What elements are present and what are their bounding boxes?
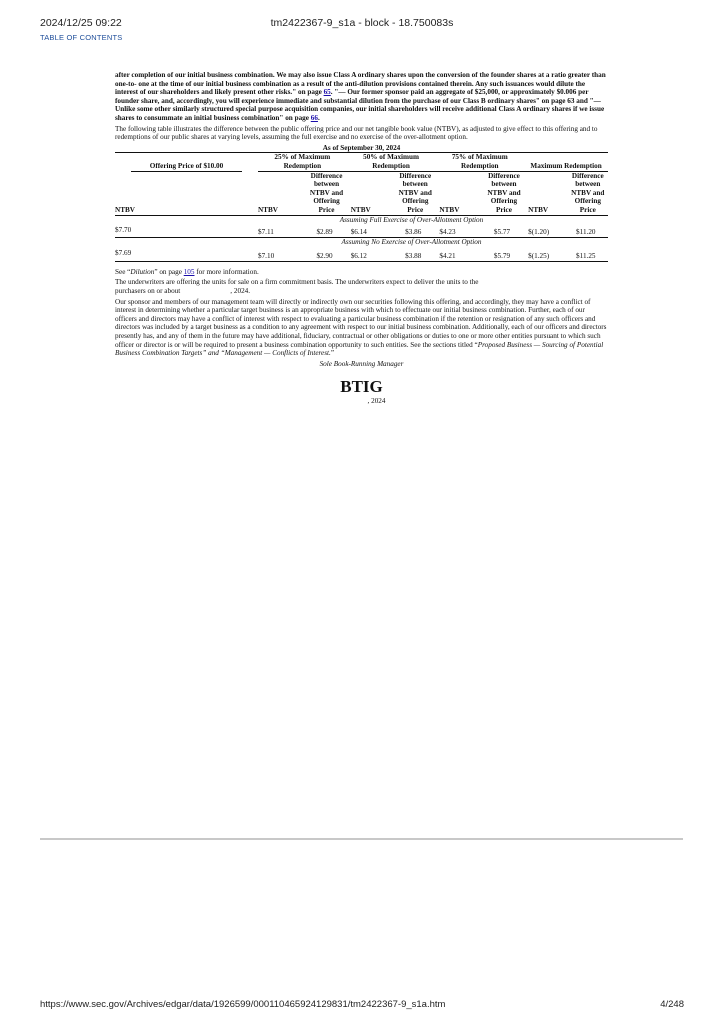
section-no-exercise: Assuming No Exercise of Over-Allotment Option [341,237,482,246]
conflict-paragraph [115,298,608,358]
table-row-no-exercise [115,246,608,261]
col-diff-25: Difference between NTBV and Offering Price [302,172,346,215]
see-suffix: for more information. [194,267,259,276]
cell: $7.70 [115,226,132,235]
conflict-italic: Proposed Business — Sourcing of Potential Business Combination Targets” and “Management — Conflicts of Interest. [115,340,604,358]
see-mid: ” on page [154,267,184,276]
section-full-exercise: Assuming Full Exercise of Over-Allotment Option [339,215,484,224]
cell: $5.79 [493,252,511,261]
cell: $(1.20) [528,228,550,237]
underwriters-line-2b: , 2024. [230,287,251,296]
underwriters-line-1: The underwriters are offering the units for sale on a firm commitment basis. The underwriters expect to deliver the units to the [115,278,479,287]
page-105-link[interactable]: 105 [183,267,195,276]
document-body [115,71,608,406]
cell: $7.11 [257,228,274,237]
col-ntbv-75: NTBV [435,172,479,215]
cell: $2.89 [316,228,333,237]
col-diff-75: Difference between NTBV and Offering Price [480,172,524,215]
see-prefix: See “ [115,267,131,276]
group-header-offering: Offering Price of $10.00 [115,153,258,172]
cell: $3.86 [405,228,422,237]
col-ntbv-max: NTBV [524,172,563,215]
cell: $7.69 [115,249,132,258]
page-65-link[interactable]: 65 [323,88,331,97]
print-datetime: 2024/12/25 09:22 [40,17,122,29]
col-diff-50: Difference between NTBV and Offering Price [391,172,435,215]
footer-page-number: 4/248 [660,999,684,1010]
btig-logo: BTIG [340,377,383,397]
as-of-date: As of September 30, 2024 [322,143,401,152]
cell: $(1.25) [528,252,550,261]
cell: $5.77 [493,228,511,237]
risk-text-1: after completion of our initial business combination. We may also issue Class A ordinary shares upon the conversion of the founder shares at a ratio greater than one-to- one at the time of our initial business combination as a result of the anti-dilution provisions contained therein. Any such issuances would dilute the interest of our shareholders and likely present other risks." on page [115,71,606,97]
risk-text-2: . "— Our former sponsor paid an aggregate of $25,000, or approximately $0.006 per founder share, and, accordingly, you will experience immediate and substantial dilution from the purchase of our Class B ordinary shares" on page 63 and "— Unlike some other similarly structured special purpose acquisition companies, our initial shareholders will receive additional Class A ordinary shares if we issue shares to consummate an initial business combination" on page [115,88,605,122]
table-intro: The following table illustrates the difference between the public offering price and our net tangible book value (NTBV), as adjusted to give effect to this offering and to redemptions of our public shares at varying levels, assuming the full exercise and no exercise of the over-allotment option. [115,124,598,142]
table-of-contents-link[interactable]: TABLE OF CONTENTS [40,33,123,42]
col-ntbv-offering: NTBV [115,172,258,215]
page-divider [40,838,683,840]
cell: $6.14 [350,228,367,237]
table-row-full-exercise [115,224,608,237]
cell: $4.23 [439,228,456,237]
see-italic: Dilution [130,267,155,276]
cell: $4.21 [439,252,456,261]
cell: $7.10 [257,252,275,261]
group-header-50: 50% of Maximum Redemption [347,153,436,172]
conflict-end: ” [330,349,335,358]
print-title: tm2422367-9_s1a - block - 18.750083s [270,17,454,29]
underwriters-paragraph [115,278,608,295]
risk-text-3: . [317,113,320,122]
col-ntbv-50: NTBV [347,172,391,215]
dilution-see-line [115,268,608,277]
col-ntbv-25: NTBV [258,172,302,215]
dilution-table [115,144,608,262]
cell: $2.90 [316,252,333,261]
cell: $6.12 [350,252,367,261]
col-diff-max: Difference between NTBV and Offering Price [564,172,608,215]
sole-manager-label: Sole Book-Running Manager [319,359,404,368]
footer-url: https://www.sec.gov/Archives/edgar/data/1926599/000110465924129831/tm2422367-9_s1a.htm [40,999,446,1010]
group-header-25: 25% of Maximum Redemption [258,153,347,172]
conflict-text: Our sponsor and members of our management team will directly or indirectly own our securities following this offering, and accordingly, they may have a conflict of interest in determining whether a particular target business is an appropriate business with which to effectuate our initial business combination. Further, each of our officers and directors may have a conflict of interest with respect to evaluating a particular business combination if the retention or resignation of any such officers and directors was included by a target business as a condition to any agreement with respect to our initial business combination. Additionally, each of our officers and directors presently has, and any of them in the future may have additional, fiduciary, contractual or other obligations or duties to one or more other entities pursuant to which such officer or director is or will be required to present a business combination opportunity to such entities. See the sections titled “ [115,297,607,349]
group-header-75: 75% of Maximum Redemption [435,153,524,172]
cell: $11.25 [576,252,596,261]
page-66-link[interactable]: 66 [310,113,318,122]
group-header-max: Maximum Redemption [524,153,608,172]
underwriters-line-2a: purchasers on or about [115,287,181,296]
cell: $11.20 [576,228,596,237]
prospectus-date: , 2024 [367,397,386,406]
cell: $3.88 [405,252,422,261]
risk-paragraph [115,71,608,123]
